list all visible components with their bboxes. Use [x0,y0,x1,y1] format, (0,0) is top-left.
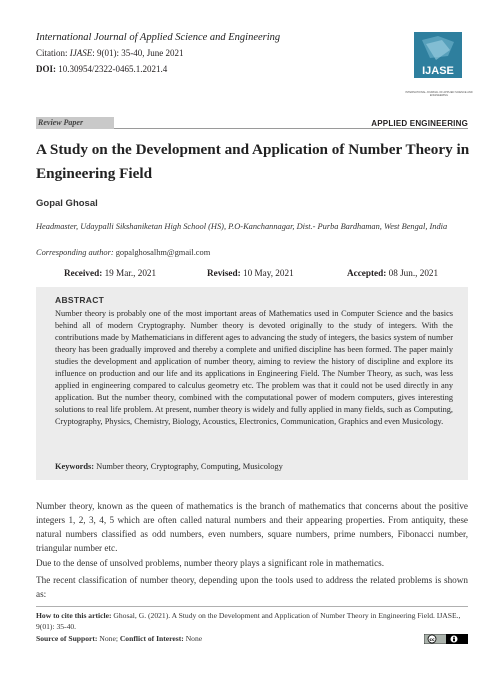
doi-line [36,64,167,74]
revised-date: Revised: 10 May, 2021 [207,268,294,278]
category-label: APPLIED ENGINEERING [371,119,468,128]
body-paragraph-3: The recent classification of number theory, depending upon the tools used to address the related problems is shown as: [36,575,468,599]
footer-divider [36,606,468,607]
keywords-label: Keywords: [55,462,95,471]
svg-text:cc: cc [429,637,435,643]
how-to-cite-label: How to cite this article: [36,611,112,620]
source-of-support: Source of Support: None; Conflict of Interest: None [36,634,203,643]
body-paragraph-1: Number theory, known as the queen of mathematics is the branch of mathematics that concerns about the positive integers 1, 2, 3, 4, 5 which are often called natural numbers and their appearing properties. From antiquity, these natural numbers classified as odd numbers, even numbers, square numbers, prime numbers, Fibonacci number, triangular number etc. [36,501,468,553]
abstract-text: Number theory is probably one of the most important areas of Mathematics used in Computer Science and the basics behind all of modern Cryptography. Number theory is devoted originally to the study of integers. With the contributions made by Mathematicians in different ages to advancing the study of integers, the basics system of number theory has been gradually improved and thereby a complete and unified discipline has been formed. The paper mainly studies the development and application of number theory, aiming to review the history of discipline and explore its influence on production and our life and its applications in Engineering Field. The Number Theory, as such, was less applied in engineering compared to calculus geometry etc. The problem was that it could not be used directly in any application. But the number theory, combined with the computational power of modern computers, gives interesting solutions to real life problem. At present, number theory is widely and fully applied in many fields, such as Computing, Cryptography, Physics, Chemistry, Biology, Acoustics, Electronics, Communication, Graphics and even Musicology. [55,309,453,426]
keywords-value: Number theory, Cryptography, Computing, Musicology [94,462,283,471]
corresponding-author [36,248,210,257]
citation-details: : 9(01): 35-40, June 2021 [92,48,184,58]
journal-name: International Journal of Applied Science and Engineering [36,32,281,43]
journal-logo [408,30,468,88]
article-title: A Study on the Development and Application of Number Theory in Engineering Field [36,141,470,182]
corresponding-email[interactable]: gopalghosalhm@gmail.com [113,248,211,257]
doi-label: DOI: [36,64,56,74]
logo-text: IJASE [422,65,454,77]
body-paragraph-2: Due to the dense of unsolved problems, number theory plays a significant role in mathematics. [36,558,385,568]
how-to-cite [36,610,468,632]
citation-line [36,48,184,58]
citation-label: Citation: [36,48,68,58]
received-date: Received: 19 Mar., 2021 [64,268,157,278]
keywords-line [55,462,283,471]
creative-commons-by-icon[interactable] [424,634,468,644]
author-name: Gopal Ghosal [36,198,98,209]
citation-journal: IJASE [69,48,93,58]
how-to-cite-text: Ghosal, G. (2021). A Study on the Development and Application of Number Theory in Engineering Field. IJASE., 9(01): 35-40. [36,611,461,631]
logo-caption: INTERNATIONAL JOURNAL OF APPLIED SCIENCE AND ENGINEERING [405,91,473,97]
author-affiliation: Headmaster, Udaypalli Sikshaniketan High School (HS), P.O-Kanchannagar, Dist.- Purba Bardhaman, West Bengal, India [36,222,448,231]
corresponding-label: Corresponding author: [36,248,114,257]
paper-type-label: Review Paper [38,118,84,127]
article-dates [64,268,450,282]
doi-value[interactable]: 10.30954/2322-0465.1.2021.4 [56,64,168,74]
accepted-date: Accepted: 08 Jun., 2021 [347,268,439,278]
abstract-heading: ABSTRACT [55,295,105,305]
header-divider [114,128,468,129]
